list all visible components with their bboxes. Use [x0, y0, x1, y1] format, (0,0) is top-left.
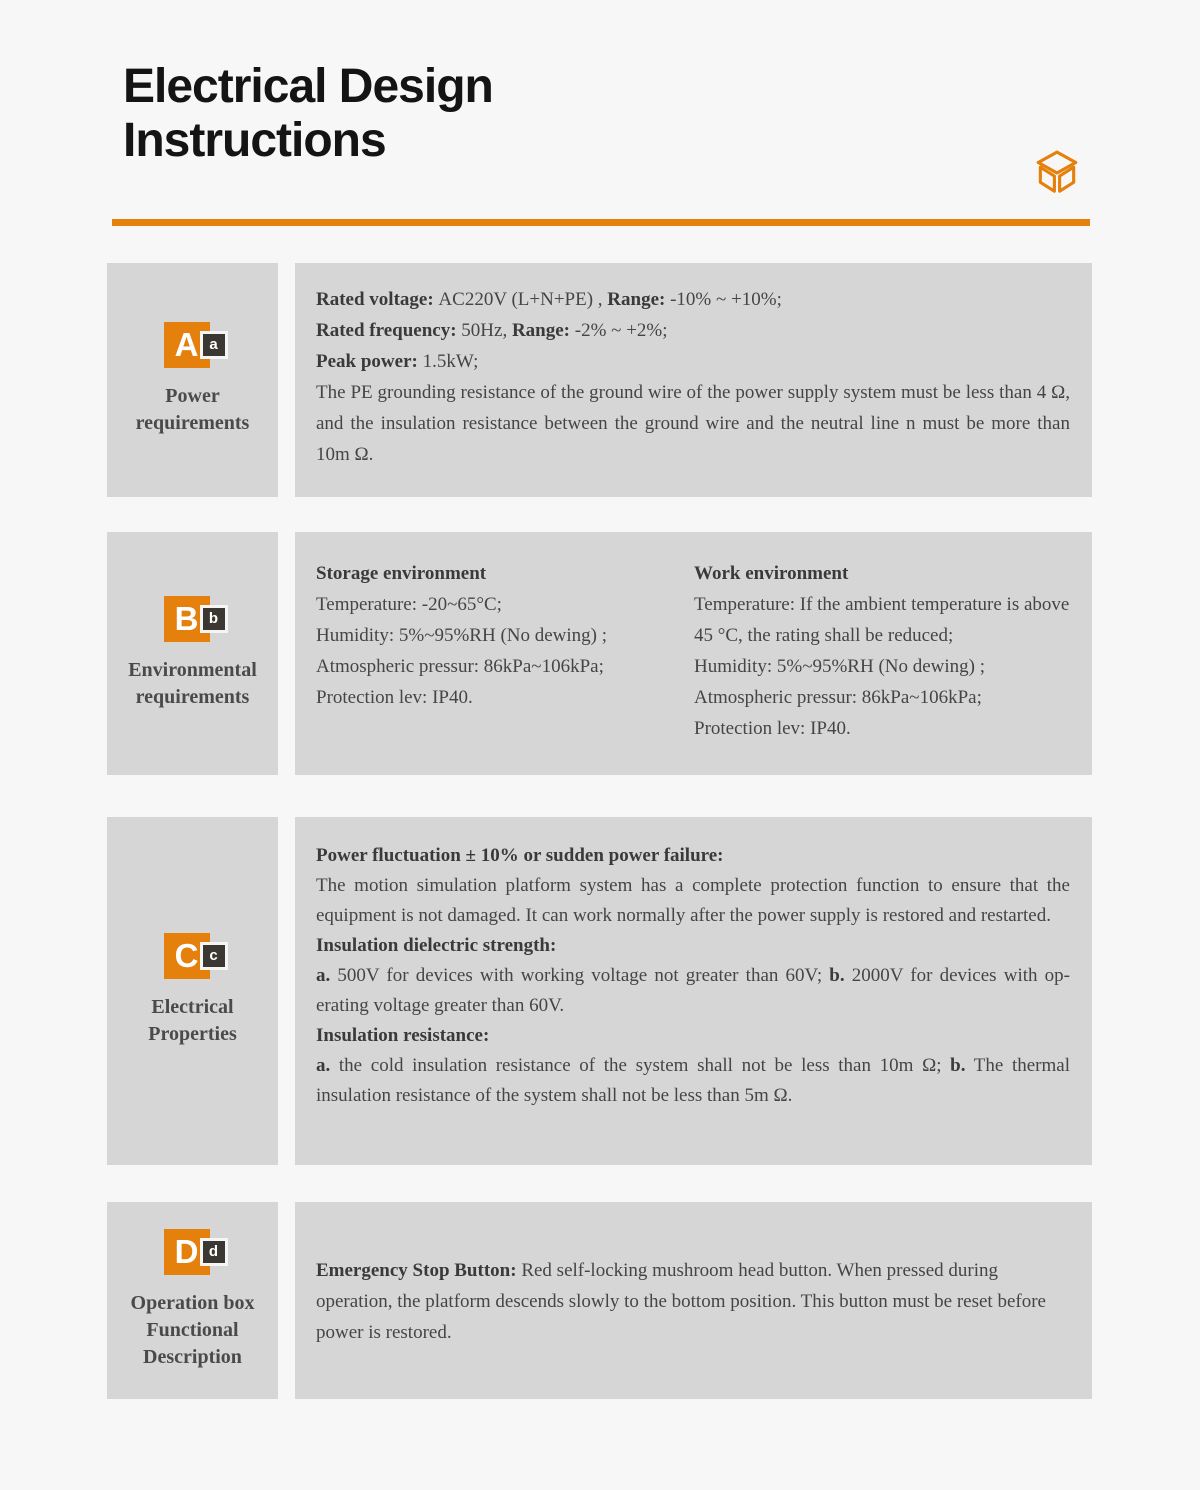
rated-frequency-value: 50Hz,: [461, 319, 512, 341]
dielectric-item-b-text: 2000V for devices with operating voltage greater than 60V.: [316, 964, 1070, 1016]
environment-side-panel: [107, 532, 278, 775]
resistance-item-a-label: a.: [316, 1054, 331, 1076]
section-operation-box: [107, 1202, 1092, 1399]
work-environment-column: [694, 558, 1070, 744]
storage-protection-line: Protection lev: IP40.: [316, 686, 473, 708]
rated-frequency-label: Rated frequency:: [316, 319, 462, 341]
section-power-requirements: [107, 263, 1092, 497]
cube-icon: [1032, 149, 1082, 199]
electrical-section-label: Electrical Properties: [148, 996, 237, 1046]
operation-section-label: Operation box Functional Description: [130, 1292, 255, 1369]
peak-power-label: Peak power:: [316, 350, 423, 372]
power-content-panel: [295, 263, 1092, 497]
voltage-range-label: Range:: [607, 288, 671, 310]
badge-d-letter: D: [164, 1229, 210, 1275]
page-title-line1: Electrical Design: [123, 60, 493, 114]
operation-side-panel: [107, 1202, 278, 1399]
page-title: [123, 60, 493, 168]
badge-c: [164, 933, 218, 979]
emergency-stop-text: Red self-locking mushroom head button. When pressed during operation, the platform descends slowly to the bottom position. This button must be reset before power is restored.: [316, 1260, 1046, 1344]
resistance-item-a-text: the cold insulation resistance of the system shall not be less than 10m Ω;: [330, 1054, 951, 1076]
work-protection-line: Protection lev: IP40.: [694, 717, 851, 739]
frequency-range-label: Range:: [511, 319, 575, 341]
storage-environment-title: [316, 558, 672, 589]
badge-a-letter: A: [164, 322, 210, 368]
dielectric-strength-heading: [316, 931, 1070, 961]
title-divider: [112, 219, 1090, 226]
storage-environment-column: [316, 558, 672, 744]
insulation-resistance-heading-text: Insulation resistance:: [316, 1024, 490, 1046]
insulation-resistance-heading: [316, 1021, 1070, 1051]
rated-frequency-line: [316, 315, 1070, 346]
page-title-line2: Instructions: [123, 114, 386, 168]
dielectric-item-a-text: 500V for devices with working voltage not greater than 60V;: [330, 964, 830, 986]
emergency-stop-paragraph: [316, 1255, 1070, 1348]
grounding-paragraph: The PE grounding resistance of the ground wire of the power supply system must be less than 4 Ω, and the insulation resistance between the ground wire and the neutral line n must be more than 10m Ω.: [316, 381, 1070, 465]
rated-voltage-line: [316, 284, 1070, 315]
electrical-content-panel: [295, 817, 1092, 1165]
work-humidity-line: Humidity: 5%~95%RH (No dewing) ;: [694, 655, 986, 677]
voltage-range-value: -10% ~ +10%;: [670, 288, 782, 310]
environment-content-panel: [295, 532, 1092, 775]
protection-function-paragraph: The motion simulation platform system has a complete protection function to ensure that the equipment is not damaged. It can work normally after the power supply is restored and restarted.: [316, 874, 1070, 926]
environment-section-label: Environmental requirements: [128, 658, 257, 708]
badge-b: [164, 596, 219, 642]
rated-voltage-value: AC220V (L+N+PE) ,: [438, 288, 608, 310]
work-environment-heading: Work environment: [694, 562, 849, 584]
section-environmental-requirements: [107, 532, 1092, 775]
dielectric-strength-heading-text: Insulation dielectric strength:: [316, 934, 557, 956]
power-side-panel: [107, 263, 278, 497]
power-fluctuation-heading-text: Power fluctuation ± 10% or sudden power failure:: [316, 844, 724, 866]
power-fluctuation-heading: [316, 841, 1070, 871]
electrical-side-panel: [107, 817, 278, 1165]
badge-c-sub-letter: c: [200, 942, 228, 970]
badge-d-sub-letter: d: [200, 1238, 228, 1266]
peak-power-line: [316, 346, 1070, 377]
resistance-item-b-label: b.: [950, 1054, 966, 1076]
emergency-stop-label: Emergency Stop Button:: [316, 1260, 517, 1282]
section-electrical-properties: [107, 817, 1092, 1165]
dielectric-strength-paragraph: [316, 961, 1070, 1021]
storage-environment-heading: Storage environment: [316, 562, 487, 584]
operation-content-panel: [295, 1202, 1092, 1399]
storage-temperature-line: Temperature: -20~65°C;: [316, 593, 502, 615]
work-pressure-line: Atmospheric pressur: 86kPa~106kPa;: [694, 686, 982, 708]
badge-b-letter: B: [164, 596, 210, 642]
insulation-resistance-paragraph: [316, 1051, 1070, 1111]
environment-columns: [316, 558, 1070, 744]
storage-pressure-line: Atmospheric pressur: 86kPa~106kPa;: [316, 655, 604, 677]
badge-c-letter: C: [164, 933, 210, 979]
frequency-range-value: -2% ~ +2%;: [574, 319, 668, 341]
badge-a: [164, 322, 218, 368]
work-environment-title: [694, 558, 1070, 589]
badge-a-sub-letter: a: [200, 331, 228, 359]
badge-d: [164, 1229, 219, 1275]
power-section-label: Power requirements: [135, 385, 250, 435]
dielectric-item-b-label: b.: [829, 964, 845, 986]
badge-b-sub-letter: b: [200, 605, 228, 633]
rated-voltage-label: Rated voltage:: [316, 288, 439, 310]
resistance-item-b-text: The thermal insulation resistance of the system shall not be less than 5m Ω.: [316, 1054, 1071, 1106]
work-temperature-line: Temperature: If the ambient temperature is above 45 °C, the rating shall be reduced;: [694, 593, 1070, 646]
peak-power-value: 1.5kW;: [422, 350, 479, 372]
storage-humidity-line: Humidity: 5%~95%RH (No dewing) ;: [316, 624, 608, 646]
page-header: [123, 28, 1082, 201]
dielectric-item-a-label: a.: [316, 964, 331, 986]
